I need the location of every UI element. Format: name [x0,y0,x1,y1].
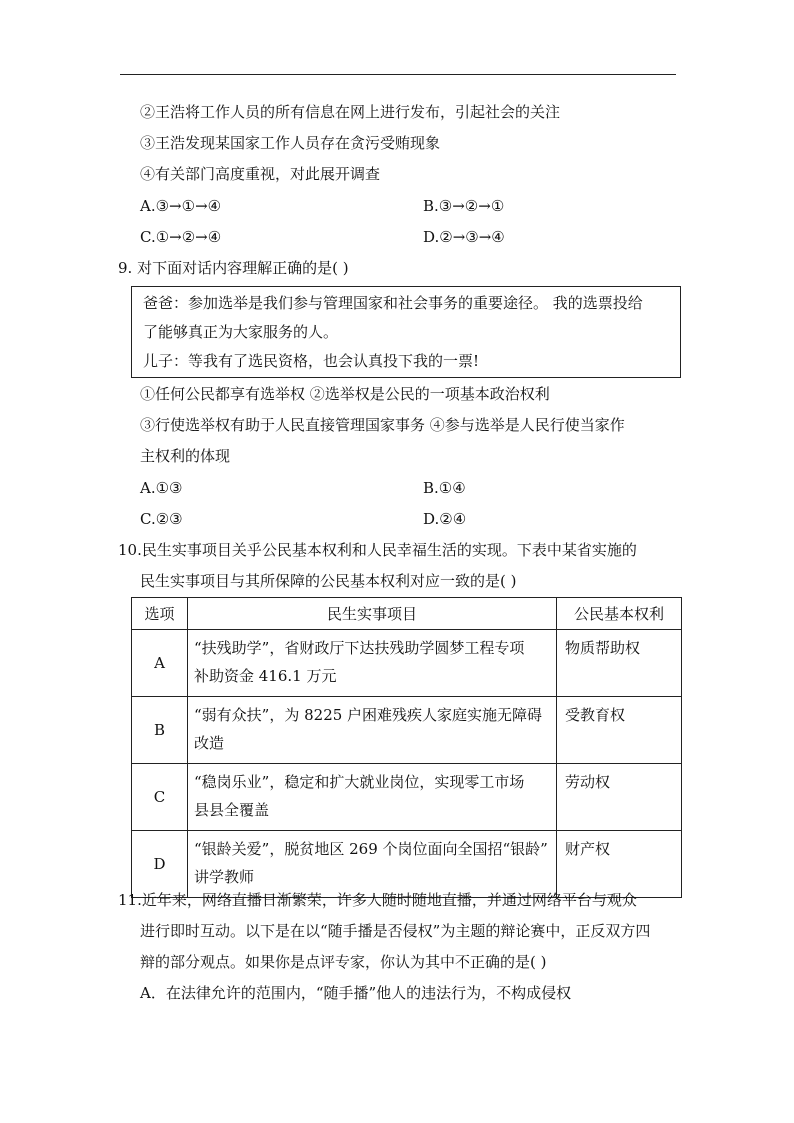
rights-table [131,597,682,898]
table-row [132,630,682,697]
q11-stem-line-2: 进行即时互动。以下是在以“随手播是否侵权”为主题的辩论赛中，正反双方四 [140,922,651,940]
row-item-line: “扶残助学”，省财政厅下达扶残助学圆梦工程专项 [194,639,525,657]
row-right-text: 物质帮助权 [565,639,641,657]
row-item-line: “稳岗乐业”，稳定和扩大就业岗位，实现零工市场 [194,773,525,791]
row-item-line: “银龄关爱”，脱贫地区 269 个岗位面向全国招“银龄” [194,840,548,858]
q8-option-c[interactable]: C.①→②→④ [140,228,222,246]
q10-stem-line-1: 10.民生实事项目关乎公民基本权利和人民幸福生活的实现。下表中某省实施的 [118,541,637,559]
header-rule [120,74,676,75]
row-option: D [132,831,188,898]
row-item [188,831,557,898]
row-right [557,630,682,697]
table-row [132,697,682,764]
row-item [188,697,557,764]
q11-stem-line-3: 辩的部分观点。如果你是点评专家，你认为其中不正确的是( ) [140,953,547,971]
q9-dialog-line-3: 儿子：等我有了选民资格，也会认真投下我的一票! [143,352,480,370]
row-item-line: 讲学教师 [194,868,255,886]
q9-option-c[interactable]: C.②③ [140,510,183,528]
row-item [188,764,557,831]
row-item-line: “弱有众扶”，为 8225 户困难残疾人家庭实施无障碍 [194,706,543,724]
row-right [557,764,682,831]
row-option: B [132,697,188,764]
header-item: 民生实事项目 [188,598,557,630]
q9-option-d[interactable]: D.②④ [423,510,467,528]
header-right: 公民基本权利 [557,598,682,630]
q8-statement-2: ②王浩将工作人员的所有信息在网上进行发布，引起社会的关注 [140,103,561,121]
row-item-line: 改造 [194,734,225,752]
q9-dialog-box [131,286,681,378]
row-right-text: 受教育权 [565,706,626,724]
q11-option-a[interactable]: A．在法律允许的范围内，“随手播”他人的违法行为，不构成侵权 [140,984,572,1002]
q8-option-d[interactable]: D.②→③→④ [423,228,505,246]
q9-statements-line-2: ③行使选举权有助于人民直接管理国家事务 ④参与选举是人民行使当家作 [140,416,625,434]
q10-stem-line-2: 民生实事项目与其所保障的公民基本权利对应一致的是( ) [140,572,517,590]
q9-statements-line-1: ①任何公民都享有选举权 ②选举权是公民的一项基本政治权利 [140,385,550,403]
row-right [557,831,682,898]
row-item-line: 县县全覆盖 [194,801,270,819]
row-option: A [132,630,188,697]
q11-stem-line-1: 11.近年来，网络直播日渐繁荣，许多人随时随地直播，并通过网络平台与观众 [118,891,637,909]
row-right [557,697,682,764]
row-item-line: 补助资金 416.1 万元 [194,667,337,685]
q8-statement-3: ③王浩发现某国家工作人员存在贪污受贿现象 [140,134,441,152]
table-row [132,764,682,831]
row-item [188,630,557,697]
row-option: C [132,764,188,831]
q8-option-a[interactable]: A.③→①→④ [140,197,222,215]
q9-option-a[interactable]: A.①③ [140,479,183,497]
q9-dialog-line-1: 爸爸：参加选举是我们参与管理国家和社会事务的重要途径。 我的选票投给 [143,294,643,312]
row-right-text: 劳动权 [565,773,611,791]
table-row [132,831,682,898]
row-right-text: 财产权 [565,840,611,858]
q8-option-b[interactable]: B.③→②→① [423,197,505,215]
q9-dialog-line-2: 了能够真正为大家服务的人。 [143,323,339,341]
q9-stem: 9. 对下面对话内容理解正确的是( ) [118,259,349,277]
q9-statements-line-3: 主权利的体现 [140,447,231,465]
q8-statement-4: ④有关部门高度重视，对此展开调查 [140,165,381,183]
q9-option-b[interactable]: B.①④ [423,479,466,497]
table-header-row [132,598,682,630]
header-option: 选项 [132,598,188,630]
